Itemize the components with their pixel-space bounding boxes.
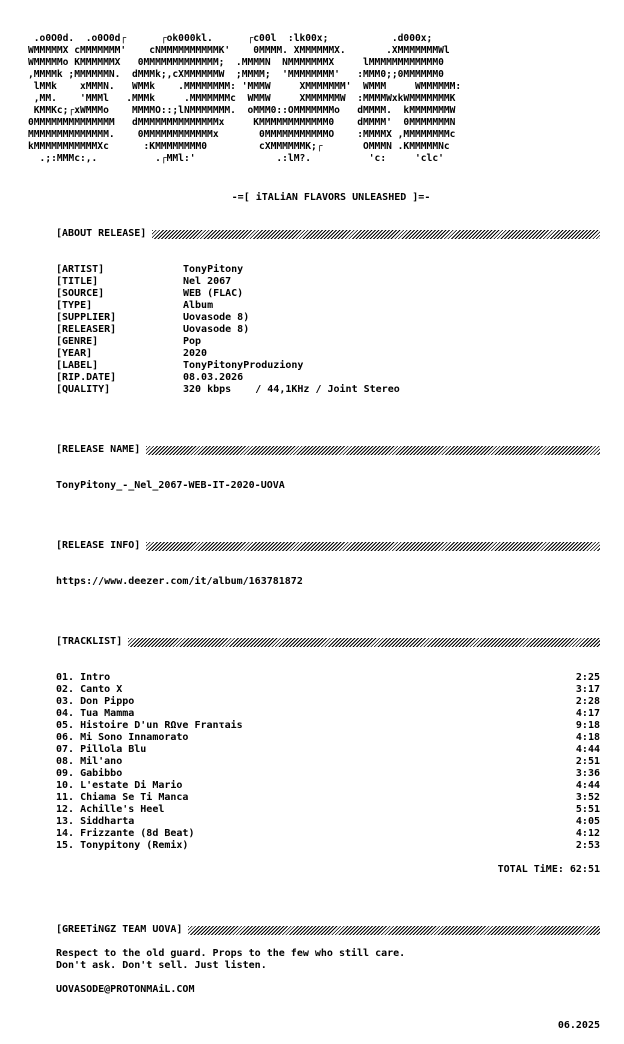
greetingz-line-1: Respect to the old guard. Props to the few who still care. (56, 948, 406, 959)
track-title: 08. Mil'ano (56, 756, 123, 767)
track-title: 10. L'estate Di Mario (56, 780, 183, 791)
info-value: Pop (183, 336, 202, 347)
track-row (56, 684, 600, 696)
track-row (56, 756, 600, 768)
info-value: WEB (FLAC) (183, 288, 244, 299)
info-key: [RIP.DATE] (56, 372, 117, 383)
track-row (56, 720, 600, 732)
info-row-label (56, 360, 400, 372)
slogan: -=[ iTALiAN FLAVORS UNLEASHED ]=- (231, 192, 431, 203)
track-row (56, 744, 600, 756)
track-time: 9:18 (575, 720, 600, 731)
section-title-release-name: [RELEASE NAME] (56, 444, 141, 455)
track-time: 4:17 (575, 708, 600, 719)
section-title-greetingz: [GREETiNGZ TEAM UOVA] (56, 924, 183, 935)
track-title: 06. Mi Sono Innamorato (56, 732, 189, 743)
section-title-about: [ABOUT RELEASE] (56, 228, 147, 239)
info-value: 08.03.2026 (183, 372, 244, 383)
info-key: [TITLE] (56, 276, 99, 287)
info-value: Uovasode 8) (183, 324, 250, 335)
track-row (56, 696, 600, 708)
info-key: [ARTIST] (56, 264, 105, 275)
track-title: 13. Siddharta (56, 816, 135, 827)
contact-email: UOVASODE@PROTONMAiL.COM (56, 984, 195, 995)
info-row-source (56, 288, 400, 300)
info-value: Uovasode 8) (183, 312, 250, 323)
info-key: [QUALITY] (56, 384, 111, 395)
info-row-genre (56, 336, 400, 348)
info-row-rip-date (56, 372, 400, 384)
info-row-type (56, 300, 400, 312)
track-row (56, 768, 600, 780)
track-title: 11. Chiama Se Ti Manca (56, 792, 189, 803)
track-title: 02. Canto X (56, 684, 123, 695)
track-time: 2:28 (575, 696, 600, 707)
track-time: 4:05 (575, 816, 600, 827)
info-row-releaser (56, 324, 400, 336)
hatch-divider (188, 926, 600, 935)
track-title: 09. Gabibbo (56, 768, 123, 779)
track-row (56, 732, 600, 744)
track-time: 3:36 (575, 768, 600, 779)
section-header-release-info (56, 540, 600, 552)
track-row (56, 828, 600, 840)
track-title: 05. Histoire D'un RΩve Franτais (56, 720, 243, 731)
info-row-title (56, 276, 400, 288)
track-row (56, 840, 600, 852)
section-header-about (56, 228, 600, 240)
section-header-release-name (56, 444, 600, 456)
track-row (56, 780, 600, 792)
track-title: 07. Pillola Blu (56, 744, 147, 755)
release-date: 06.2025 (557, 1020, 600, 1031)
track-title: 03. Don Pippo (56, 696, 135, 707)
info-key: [TYPE] (56, 300, 93, 311)
track-time: 4:18 (575, 732, 600, 743)
track-time: 3:52 (575, 792, 600, 803)
info-value: 320 kbps / 44,1KHz / Joint Stereo (183, 384, 400, 395)
track-time: 3:17 (575, 684, 600, 695)
info-value: 2020 (183, 348, 208, 359)
track-row (56, 804, 600, 816)
info-key: [SUPPLIER] (56, 312, 117, 323)
track-time: 4:12 (575, 828, 600, 839)
tracklist (56, 672, 600, 852)
track-row (56, 708, 600, 720)
ascii-logo: .o0O0d. .o0O0d┌ ┌ok000kl. ┌c00l :lk00x; .d000x; WMMMMMX cMMMMMMM' cNMMMMMMMMMMK' 0MMMM. XMMMMMMX. .XMMMMMMMWl WMMMMMo KMMMMMMX 0MMMMMMMMMMMMM; .MMMMN NMMMMMMMX lMMMMMMMMMMMM0 ,MMMMk ;MMMMMMN. dMMMk;,cXMMMMMMW ;MMMM; 'MMMMMMMM' :MMM0;;0MMMMMM0 lMMk xMMMN. WMMk .MMMMMMMM: 'MMMW XMMMMMMM' WMMM WMMMMMM: ,MM. 'MMMl .MMMk .MMMMMMMc WMMW XMMMMMMW :MMMMWxkWMMMMMMMK KMMKc;┌xWMMMo MMMMO::;lNMMMMMMM. oMMM0::OMMMMMMMo dMMMM. kMMMMMMMW 0MMMMMMMMMMMMMM dMMMMMMMMMMMMMMx KMMMMMMMMMMMM0 dMMMM' 0MMMMMMMN MMMMMMMMMMMMMM. 0MMMMMMMMMMMMx 0MMMMMMMMMMMO :MMMMX ,MMMMMMMMc kMMMMMMMMMMMXc :KMMMMMMMM0 cXMMMMMMK;┌ OMMMN .KMMMMMNc .;:MMMc:,. .┌MMl:' .:lM?. 'c: 'clc' (28, 33, 462, 164)
track-row (56, 672, 600, 684)
section-header-greetingz (56, 924, 600, 936)
info-row-artist (56, 264, 400, 276)
info-value: Nel 2067 (183, 276, 232, 287)
track-time: 4:44 (575, 744, 600, 755)
hatch-divider (152, 230, 600, 239)
track-title: 14. Frizzante (8d Beat) (56, 828, 195, 839)
track-title: 01. Intro (56, 672, 111, 683)
track-time: 4:44 (575, 780, 600, 791)
track-row (56, 816, 600, 828)
info-value: TonyPitony (183, 264, 244, 275)
release-name: TonyPitony_-_Nel_2067-WEB-IT-2020-UOVA (56, 480, 285, 491)
info-key: [SOURCE] (56, 288, 105, 299)
info-key: [GENRE] (56, 336, 99, 347)
info-key: [LABEL] (56, 360, 99, 371)
greetingz-line-2: Don't ask. Don't sell. Just listen. (56, 960, 267, 971)
info-row-supplier (56, 312, 400, 324)
track-time: 2:25 (575, 672, 600, 683)
info-value: TonyPitonyProduziony (183, 360, 304, 371)
info-row-year (56, 348, 400, 360)
track-time: 2:53 (575, 840, 600, 851)
info-row-quality (56, 384, 400, 396)
track-time: 5:51 (575, 804, 600, 815)
section-header-tracklist (56, 636, 600, 648)
track-title: 04. Tua Mamma (56, 708, 135, 719)
section-title-tracklist: [TRACKLIST] (56, 636, 123, 647)
release-info-url: https://www.deezer.com/it/album/163781872 (56, 576, 303, 587)
hatch-divider (128, 638, 600, 647)
info-key: [YEAR] (56, 348, 93, 359)
track-time: 2:51 (575, 756, 600, 767)
total-time: TOTAL TiME: 62:51 (497, 864, 600, 875)
info-value: Album (183, 300, 214, 311)
info-key: [RELEASER] (56, 324, 117, 335)
hatch-divider (146, 542, 600, 551)
about-release-info (56, 264, 400, 396)
track-title: 15. Tonypitony (Remix) (56, 840, 189, 851)
track-title: 12. Achille's Heel (56, 804, 165, 815)
hatch-divider (146, 446, 600, 455)
track-row (56, 792, 600, 804)
section-title-release-info: [RELEASE INFO] (56, 540, 141, 551)
